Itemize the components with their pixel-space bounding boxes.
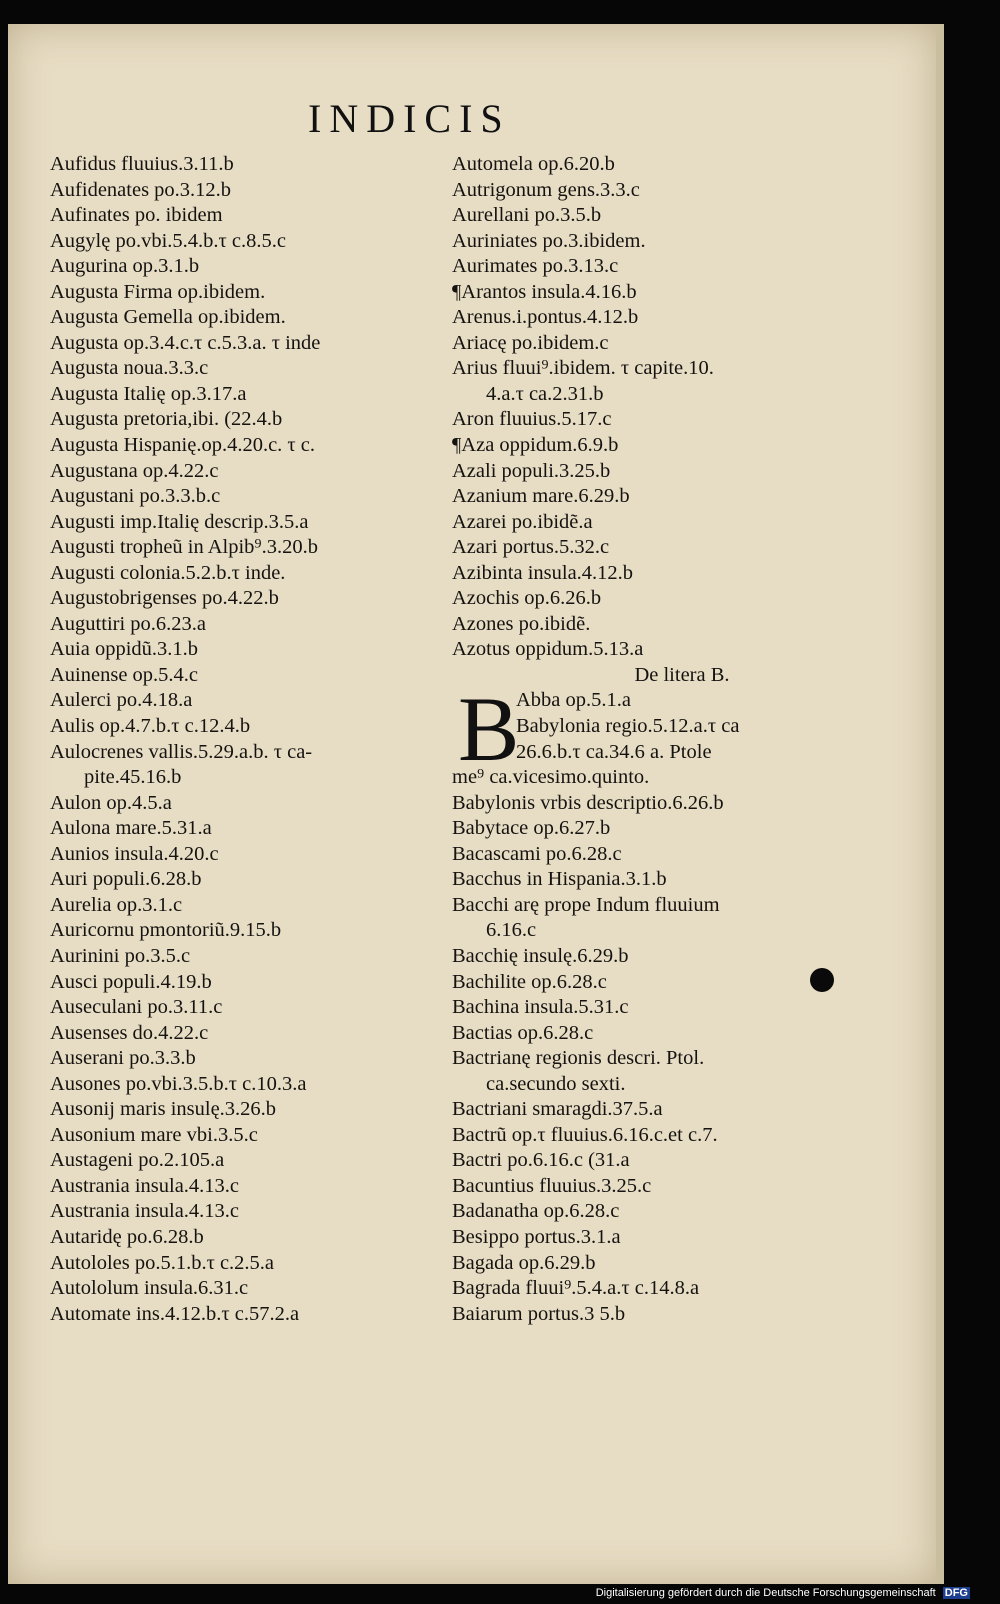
index-entry: Automela op.6.20.b	[452, 153, 615, 175]
index-entry: Aulis op.4.7.b.τ c.12.4.b	[50, 715, 251, 738]
index-entry: Aufidus fluuius.3.11.b	[50, 153, 234, 175]
index-entry: Abba op.5.1.a	[516, 689, 632, 712]
index-entry: Austageni po.2.105.a	[50, 1149, 225, 1172]
index-entry: Babylonia regio.5.12.a.τ ca	[516, 715, 740, 738]
index-entry: Autrigonum gens.3.3.c	[452, 178, 640, 201]
index-entry: Azali populi.3.25.b	[452, 459, 611, 482]
index-entry: Augusti imp.Italię descrip.3.5.a	[50, 510, 309, 533]
index-entry: ca.secundo sexti.	[486, 1072, 626, 1095]
index-entry: Ausci populi.4.19.b	[50, 970, 212, 993]
index-entry: Babytace op.6.27.b	[452, 817, 611, 840]
index-entry: Augusta Gemella op.ibidem.	[50, 306, 286, 329]
index-entry: Auricornu pmontoriũ.9.15.b	[50, 919, 282, 942]
index-entry: Bachilite op.6.28.c	[452, 970, 607, 993]
footer-credit	[596, 1587, 970, 1599]
right-column-bottom-entries	[452, 765, 852, 1327]
index-entry: me⁹ ca.vicesimo.quinto.	[452, 766, 650, 789]
index-entry: Aulocrenes vallis.5.29.a.b. τ ca-	[50, 740, 313, 763]
index-entry: Auseculani po.3.11.c	[50, 996, 223, 1019]
index-entry: Aulerci po.4.18.a	[50, 689, 193, 712]
index-entry: Bactriani smaragdi.37.5.a	[452, 1098, 663, 1121]
index-entry: Auriniates po.3.ibidem.	[452, 229, 646, 252]
index-entry: Arenus.i.pontus.4.12.b	[452, 306, 639, 329]
index-entry: Azones po.ibidẽ.	[452, 612, 591, 635]
index-entry: Badanatha op.6.28.c	[452, 1200, 620, 1223]
index-entry: ¶Arantos insula.4.16.b	[452, 280, 637, 303]
index-entry: Aufinates po. ibidem	[50, 204, 223, 227]
index-entry: Augusta Italię op.3.17.a	[50, 382, 247, 405]
index-entry: Bagrada fluui⁹.5.4.a.τ c.14.8.a	[452, 1277, 700, 1300]
index-entry: Auri populi.6.28.b	[50, 868, 202, 891]
index-entry: Autololum insula.6.31.c	[50, 1277, 249, 1300]
index-entry: Aulona mare.5.31.a	[50, 817, 212, 840]
index-entry: Besippo portus.3.1.a	[452, 1225, 621, 1248]
index-entry: Bachina insula.5.31.c	[452, 996, 629, 1019]
index-entry: 26.6.b.τ ca.34.6 a. Ptole	[516, 740, 712, 763]
index-entry: Ausonij maris insulę.3.26.b	[50, 1098, 277, 1121]
index-entry: Bactias op.6.28.c	[452, 1021, 594, 1044]
index-entry: Aurellani po.3.5.b	[452, 204, 602, 227]
index-entry: Auguttiri po.6.23.a	[50, 612, 207, 635]
index-entry: Bacuntius fluuius.3.25.c	[452, 1174, 652, 1197]
index-entry: ¶Aza oppidum.6.9.b	[452, 434, 619, 457]
ink-dot	[810, 968, 834, 992]
index-entry: Ausenses do.4.22.c	[50, 1021, 209, 1044]
index-entry: Bacchię insulę.6.29.b	[452, 944, 629, 967]
index-entry: Bactrũ op.τ fluuius.6.16.c.et c.7.	[452, 1123, 718, 1146]
index-entry: Autaridę po.6.28.b	[50, 1225, 204, 1248]
index-entry: Augusta Firma op.ibidem.	[50, 280, 266, 303]
index-entry: Azanium mare.6.29.b	[452, 485, 630, 508]
page-edge	[936, 24, 944, 1584]
index-entry: 6.16.c	[486, 919, 537, 942]
index-entry: Azochis op.6.26.b	[452, 587, 602, 610]
index-entry: pite.45.16.b	[84, 766, 182, 789]
index-entry: Aurimates po.3.13.c	[452, 255, 619, 278]
index-entry: Augylę po.vbi.5.4.b.τ c.8.5.c	[50, 229, 286, 252]
index-entry: Auia oppidũ.3.1.b	[50, 638, 199, 661]
index-entry: Austrania insula.4.13.c	[50, 1200, 240, 1223]
drop-capital: B	[458, 678, 520, 780]
index-entry: Aunios insula.4.20.c	[50, 842, 219, 865]
index-entry: Augusti colonia.5.2.b.τ inde.	[50, 561, 286, 584]
index-entry: Baiarum portus.3 5.b	[452, 1302, 626, 1325]
index-entry: Ariacę po.ibidem.c	[452, 331, 609, 354]
index-entry: Bacascami po.6.28.c	[452, 842, 622, 865]
index-entry: Aufidenates po.3.12.b	[50, 178, 232, 201]
index-entry: Bacchi arę prope Indum fluuium	[452, 893, 720, 916]
index-entry: Augusta pretoria,ibi. (22.4.b	[50, 408, 283, 431]
index-entry: Aurelia op.3.1.c	[50, 893, 183, 916]
index-entry: Automate ins.4.12.b.τ c.57.2.a	[50, 1302, 300, 1325]
index-entry: Azari portus.5.32.c	[452, 536, 610, 559]
index-column-left	[50, 152, 450, 1327]
index-entry: Aulon op.4.5.a	[50, 791, 172, 814]
index-entry: Bacchus in Hispania.3.1.b	[452, 868, 667, 891]
section-heading: De litera B.	[634, 663, 730, 686]
dfg-logo: DFG	[944, 1587, 968, 1599]
index-entry: Ausones po.vbi.3.5.b.τ c.10.3.a	[50, 1072, 307, 1095]
index-entry: Ausonium mare vbi.3.5.c	[50, 1123, 258, 1146]
index-entry: Augurina op.3.1.b	[50, 255, 200, 278]
index-entry: Austrania insula.4.13.c	[50, 1174, 240, 1197]
index-entry: Aurinini po.3.5.c	[50, 944, 191, 967]
index-entry: Auinense op.5.4.c	[50, 663, 199, 686]
index-entry: Augustobrigenses po.4.22.b	[50, 587, 279, 610]
index-entry: Babylonis vrbis descriptio.6.26.b	[452, 791, 724, 814]
index-entry: Azibinta insula.4.12.b	[452, 561, 634, 584]
index-entry: Augusta noua.3.3.c	[50, 357, 209, 380]
index-entry: Arius fluui⁹.ibidem. τ capite.10.	[452, 357, 714, 380]
index-entry: Auserani po.3.3.b	[50, 1047, 196, 1070]
index-entry: Bactrianę regionis descri. Ptol.	[452, 1047, 705, 1070]
index-entry: Aron fluuius.5.17.c	[452, 408, 612, 431]
index-entry: Bactri po.6.16.c (31.a	[452, 1149, 630, 1172]
running-heading: INDICIS	[308, 96, 511, 141]
right-column-top-entries	[452, 152, 852, 663]
index-entry: Azotus oppidum.5.13.a	[452, 638, 644, 661]
index-entry: Augusta Hispanię.op.4.20.c. τ c.	[50, 434, 316, 457]
index-entry: Augusta op.3.4.c.τ c.5.3.a. τ inde	[50, 331, 321, 354]
index-entry: 4.a.τ ca.2.31.b	[486, 382, 604, 405]
index-entry: Augusti tropheũ in Alpib⁹.3.20.b	[50, 536, 318, 559]
index-entry: Augustana op.4.22.c	[50, 459, 219, 482]
footer-text: Digitalisierung gefördert durch die Deutsche Forschungsgemeinschaft	[595, 1587, 936, 1599]
index-entry: Bagada op.6.29.b	[452, 1251, 596, 1274]
index-entry: Autololes po.5.1.b.τ c.2.5.a	[50, 1251, 275, 1274]
index-entry: Augustani po.3.3.b.c	[50, 485, 221, 508]
index-entry: Azarei po.ibidẽ.a	[452, 510, 593, 533]
